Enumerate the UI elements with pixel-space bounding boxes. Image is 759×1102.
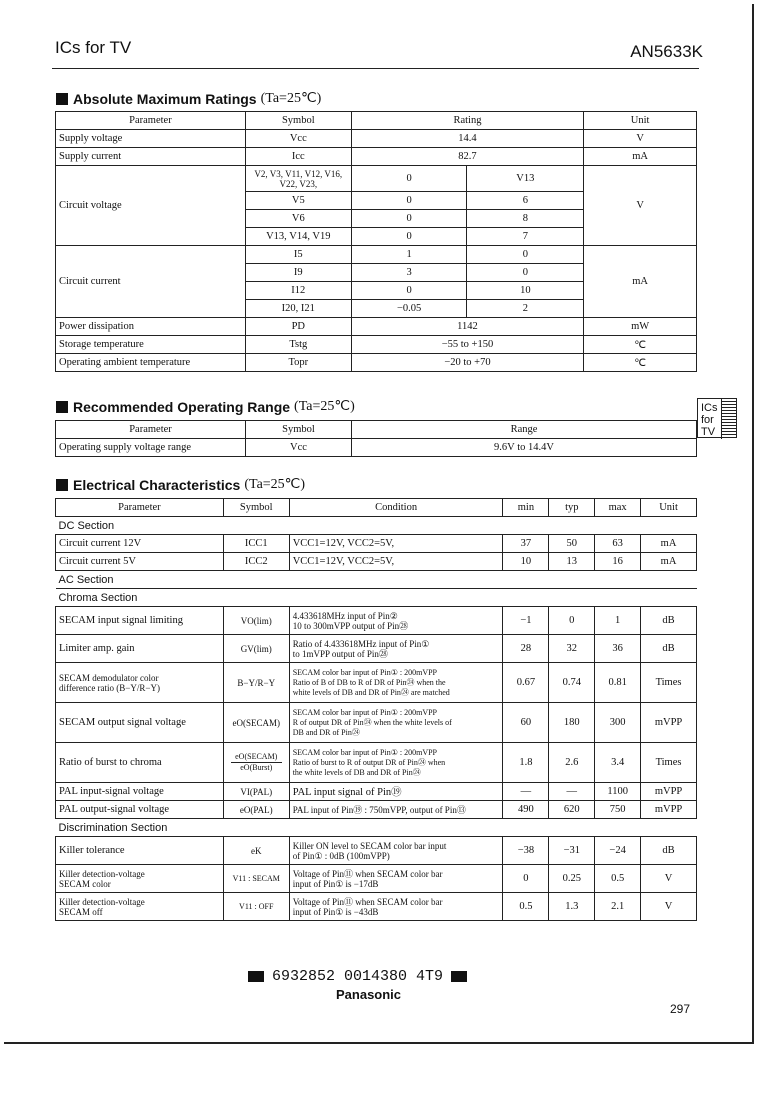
col-header: Symbol <box>245 112 351 130</box>
table-row <box>56 166 697 192</box>
min-cell: 10 <box>503 553 549 571</box>
rating-min-cell: 0 <box>351 228 467 246</box>
param-cell: PAL input-signal voltage <box>56 783 224 801</box>
table-row <box>56 635 697 663</box>
rec-range-condition: (Ta=25℃) <box>294 399 355 414</box>
param-cell: Circuit voltage <box>56 166 246 246</box>
param-cell: SECAM input signal limiting <box>56 607 224 635</box>
symbol-cell: I5 <box>245 246 351 264</box>
param-cell: Limiter amp. gain <box>56 635 224 663</box>
barcode-block-icon <box>451 971 467 982</box>
col-header: Rating <box>351 112 583 130</box>
condition-line: Killer ON level to SECAM color bar input <box>292 840 447 851</box>
typ-cell: 620 <box>549 801 595 819</box>
col-header: Parameter <box>56 421 246 439</box>
typ-cell: 0.74 <box>549 663 595 703</box>
condition-cell: VCC1=12V, VCC2=5V, <box>289 553 503 571</box>
condition-cell: VCC1=12V, VCC2=5V, <box>289 535 503 553</box>
side-tab-stripes <box>721 399 736 439</box>
unit-cell: mA <box>584 148 697 166</box>
table-row <box>56 130 697 148</box>
col-header: Parameter <box>56 112 246 130</box>
min-cell: 0.67 <box>503 663 549 703</box>
col-header: typ <box>549 499 595 517</box>
unit-cell: mVPP <box>641 783 697 801</box>
group-label: AC Section <box>56 571 697 589</box>
max-cell: 1 <box>595 607 641 635</box>
side-index-tab <box>697 398 737 438</box>
condition-line: Voltage of Pin⑪ when SECAM color bar <box>292 868 443 879</box>
table-row <box>56 439 697 457</box>
rating-cell: 14.4 <box>351 130 583 148</box>
symbol-cell: I9 <box>245 264 351 282</box>
typ-cell: 2.6 <box>549 743 595 783</box>
symbol-cell: I20, I21 <box>245 300 351 318</box>
min-cell: −1 <box>503 607 549 635</box>
param-line: SECAM demodulator color <box>59 672 159 683</box>
header-category: ICs for TV <box>55 38 132 57</box>
condition-line: input of Pin① is −17dB <box>292 878 379 889</box>
table-header-row <box>56 499 697 517</box>
unit-cell: mA <box>641 535 697 553</box>
rating-max-cell: 0 <box>467 246 584 264</box>
rating-cell: −20 to +70 <box>351 354 583 372</box>
max-cell: 750 <box>595 801 641 819</box>
max-cell: 0.5 <box>595 865 641 893</box>
col-header: max <box>595 499 641 517</box>
param-line: SECAM off <box>59 906 103 917</box>
typ-cell: — <box>549 783 595 801</box>
rating-min-cell: 0 <box>351 210 467 228</box>
condition-line: SECAM color bar input of Pin① : 200mVPP <box>292 667 437 677</box>
unit-cell: V <box>584 130 697 148</box>
symbol-cell: VI(PAL) <box>223 783 289 801</box>
condition-line: DB and DR of Pin㉔ <box>292 727 360 737</box>
table-row <box>56 336 697 354</box>
param-cell: PAL output-signal voltage <box>56 801 224 819</box>
symbol-cell: ICC1 <box>223 535 289 553</box>
elec-title-text: Electrical Characteristics <box>73 476 241 493</box>
rating-max-cell: V13 <box>467 166 584 192</box>
rating-min-cell: 0 <box>351 282 467 300</box>
unit-cell: V <box>641 865 697 893</box>
min-cell: 0 <box>503 865 549 893</box>
typ-cell: 180 <box>549 703 595 743</box>
table-row <box>56 318 697 336</box>
max-cell: 0.81 <box>595 663 641 703</box>
table-row <box>56 607 697 635</box>
col-header: Unit <box>584 112 697 130</box>
condition-cell: PAL input of Pin⑲ : 750mVPP, output of Pin⑬ <box>289 801 503 819</box>
max-cell: 1100 <box>595 783 641 801</box>
symbol-cell: V13, V14, V19 <box>245 228 351 246</box>
table-header-row <box>56 421 697 439</box>
symbol-cell: eK <box>223 837 289 865</box>
side-tab-line2: TV <box>701 426 716 438</box>
rating-max-cell: 2 <box>467 300 584 318</box>
param-cell: Circuit current 5V <box>56 553 224 571</box>
symbol-cell: V6 <box>245 210 351 228</box>
table-row <box>56 865 697 893</box>
rec-range-table <box>55 420 697 457</box>
group-row <box>56 517 697 535</box>
param-line: difference ratio (B−Y/R−Y) <box>59 682 160 693</box>
unit-cell: Times <box>641 663 697 703</box>
unit-cell: mW <box>584 318 697 336</box>
condition-line: Voltage of Pin⑪ when SECAM color bar <box>292 896 443 907</box>
typ-cell: 0 <box>549 607 595 635</box>
param-cell: Supply current <box>56 148 246 166</box>
table-row <box>56 783 697 801</box>
table-row <box>56 535 697 553</box>
unit-cell: mVPP <box>641 703 697 743</box>
symbol-cell: eO(PAL) <box>223 801 289 819</box>
symbol-cell: Icc <box>245 148 351 166</box>
section-bullet-icon <box>56 401 68 413</box>
max-cell: 3.4 <box>595 743 641 783</box>
table-row <box>56 703 697 743</box>
barcode-block-icon <box>248 971 264 982</box>
table-row <box>56 893 697 921</box>
section-bullet-icon <box>56 479 68 491</box>
condition-line: R of output DR of Pin㉔ when the white levels of <box>292 717 452 727</box>
max-cell: −24 <box>595 837 641 865</box>
abs-max-title-text: Absolute Maximum Ratings <box>73 90 257 107</box>
group-label: DC Section <box>56 517 697 535</box>
unit-cell: ℃ <box>584 336 697 354</box>
col-header: Parameter <box>56 499 224 517</box>
condition-line: to 1mVPP output of Pin㉘ <box>292 648 388 659</box>
symbol-cell: I12 <box>245 282 351 300</box>
condition-line: white levels of DB and DR of Pin㉔ are matched <box>292 687 450 697</box>
col-header: Unit <box>641 499 697 517</box>
col-header: Symbol <box>246 421 352 439</box>
group-label: Discrimination Section <box>56 819 697 837</box>
min-cell: 60 <box>503 703 549 743</box>
unit-cell: ℃ <box>584 354 697 372</box>
table-header-row <box>56 112 697 130</box>
max-cell: 2.1 <box>595 893 641 921</box>
param-cell: Killer tolerance <box>56 837 224 865</box>
max-cell: 36 <box>595 635 641 663</box>
abs-max-title <box>56 90 321 107</box>
page-number: 297 <box>670 1002 691 1016</box>
unit-cell: dB <box>641 635 697 663</box>
col-header: Condition <box>289 499 503 517</box>
condition-line: Ratio of burst to R of output DR of Pin㉔ when <box>292 757 446 767</box>
typ-cell: −31 <box>549 837 595 865</box>
typ-cell: 13 <box>549 553 595 571</box>
symbol-cell: Vcc <box>245 130 351 148</box>
symbol-cell: V11 : SECAM <box>223 865 289 893</box>
symbol-cell: V2, V3, V11, V12, V16, V22, V23, <box>245 166 351 192</box>
max-cell: 16 <box>595 553 641 571</box>
rating-max-cell: 8 <box>467 210 584 228</box>
condition-line: the white levels of DB and DR of Pin㉔ <box>292 767 421 777</box>
rating-max-cell: 0 <box>467 264 584 282</box>
typ-cell: 1.3 <box>549 893 595 921</box>
symbol-cell: Vcc <box>246 439 352 457</box>
rating-min-cell: −0.05 <box>351 300 467 318</box>
symbol-cell: PD <box>245 318 351 336</box>
table-row <box>56 354 697 372</box>
symbol-line: eO(Burst) <box>231 762 282 773</box>
rating-min-cell: 0 <box>351 192 467 210</box>
rating-cell: 1142 <box>351 318 583 336</box>
max-cell: 63 <box>595 535 641 553</box>
rating-max-cell: 10 <box>467 282 584 300</box>
brand-logo: Panasonic <box>336 987 402 1002</box>
symbol-cell: GV(lim) <box>223 635 289 663</box>
unit-cell: V <box>584 166 697 246</box>
unit-cell: mA <box>641 553 697 571</box>
col-header: Range <box>352 421 697 439</box>
condition-line: input of Pin① is −43dB <box>292 906 379 917</box>
symbol-cell: B−Y/R−Y <box>223 663 289 703</box>
col-header: Symbol <box>223 499 289 517</box>
condition-line: Ratio of 4.433618MHz input of Pin① <box>292 638 430 649</box>
rating-cell: −55 to +150 <box>351 336 583 354</box>
condition-line: SECAM color bar input of Pin① : 200mVPP <box>292 747 437 757</box>
table-row <box>56 837 697 865</box>
symbol-cell: Tstg <box>245 336 351 354</box>
param-cell: Operating ambient temperature <box>56 354 246 372</box>
elec-title <box>56 476 305 493</box>
condition-line: Ratio of B of DB to R of DR of Pin㉔ when the <box>292 677 446 687</box>
table-row <box>56 743 697 783</box>
condition-line: 10 to 300mVPP output of Pin㉘ <box>292 620 409 631</box>
col-header: min <box>503 499 549 517</box>
symbol-cell: V5 <box>245 192 351 210</box>
symbol-cell: ICC2 <box>223 553 289 571</box>
side-tab-line1: ICs for <box>701 402 718 426</box>
rating-cell: 82.7 <box>351 148 583 166</box>
typ-cell: 50 <box>549 535 595 553</box>
symbol-cell: V11 : OFF <box>223 893 289 921</box>
min-cell: 28 <box>503 635 549 663</box>
unit-cell: dB <box>641 607 697 635</box>
symbol-line: eO(SECAM) <box>235 752 278 761</box>
param-cell: Power dissipation <box>56 318 246 336</box>
table-row <box>56 553 697 571</box>
typ-cell: 32 <box>549 635 595 663</box>
unit-cell: mVPP <box>641 801 697 819</box>
condition-line: 4.433618MHz input of Pin② <box>292 610 398 621</box>
param-cell: Supply voltage <box>56 130 246 148</box>
rec-range-title <box>56 398 355 415</box>
param-line: SECAM color <box>59 878 111 889</box>
abs-max-table <box>55 111 697 372</box>
param-cell: Circuit current <box>56 246 246 318</box>
condition-cell: PAL input signal of Pin⑲ <box>289 783 503 801</box>
symbol-cell: VO(lim) <box>223 607 289 635</box>
param-cell: Ratio of burst to chroma <box>56 743 224 783</box>
param-cell: Storage temperature <box>56 336 246 354</box>
abs-max-condition: (Ta=25℃) <box>260 91 322 106</box>
typ-cell: 0.25 <box>549 865 595 893</box>
rating-max-cell: 6 <box>467 192 584 210</box>
table-row <box>56 148 697 166</box>
rating-max-cell: 7 <box>467 228 584 246</box>
min-cell: −38 <box>503 837 549 865</box>
rec-range-title-text: Recommended Operating Range <box>73 398 291 415</box>
symbol-cell: Topr <box>245 354 351 372</box>
range-cell: 9.6V to 14.4V <box>352 439 697 457</box>
rating-min-cell: 1 <box>351 246 467 264</box>
min-cell: 1.8 <box>503 743 549 783</box>
elec-condition: (Ta=25℃) <box>244 477 306 492</box>
header-rule <box>52 68 699 69</box>
unit-cell: Times <box>641 743 697 783</box>
rating-min-cell: 0 <box>351 166 467 192</box>
table-row <box>56 663 697 703</box>
min-cell: 0.5 <box>503 893 549 921</box>
max-cell: 300 <box>595 703 641 743</box>
section-bullet-icon <box>56 93 68 105</box>
unit-cell: mA <box>584 246 697 318</box>
param-line: Killer detection-voltage <box>59 896 145 907</box>
unit-cell: dB <box>641 837 697 865</box>
rating-min-cell: 3 <box>351 264 467 282</box>
symbol-cell: eO(SECAM) <box>223 703 289 743</box>
group-row <box>56 819 697 837</box>
param-cell: Circuit current 12V <box>56 535 224 553</box>
unit-cell: V <box>641 893 697 921</box>
param-cell: Operating supply voltage range <box>56 439 246 457</box>
min-cell: 490 <box>503 801 549 819</box>
barcode-strip <box>248 968 467 985</box>
condition-line: SECAM color bar input of Pin① : 200mVPP <box>292 707 437 717</box>
param-cell: SECAM output signal voltage <box>56 703 224 743</box>
condition-line: of Pin① : 0dB (100mVPP) <box>292 850 390 861</box>
group-label: Chroma Section <box>56 589 697 607</box>
min-cell: — <box>503 783 549 801</box>
group-row <box>56 571 697 589</box>
header-part-number: AN5633K <box>630 42 703 61</box>
elec-table <box>55 498 697 921</box>
barcode-text: 6932852 0014380 4T9 <box>272 968 444 985</box>
table-row <box>56 246 697 264</box>
min-cell: 37 <box>503 535 549 553</box>
table-row <box>56 801 697 819</box>
group-row <box>56 589 697 607</box>
param-line: Killer detection-voltage <box>59 868 145 879</box>
